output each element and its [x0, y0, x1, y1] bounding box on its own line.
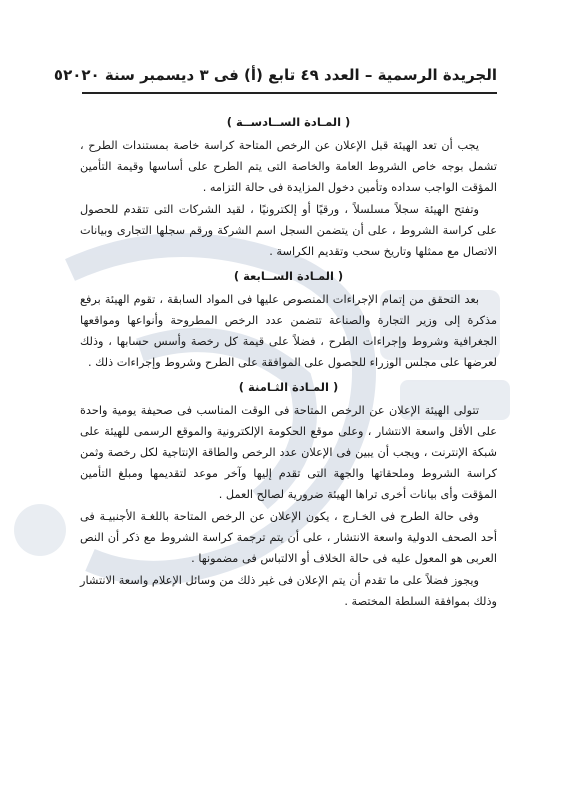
- article-8-paragraph-1: تتولى الهيئة الإعلان عن الرخص المتاحة فى الوقت المناسب فى صحيفة يومية واحدة على الأقل واسعة الانتشار ، وعلى موقع الحكومة الإلكترونية والموقع الرسمى للهيئة على شبكة الإنترنت ، ويجب أن يبين فى الإعلان عدد الرخص والطاقة الإنتاجية لكل رخصة وثمن كراسة الشروط وملحقاتها والجهة التى تقدم إليها وآخر موعد لتقديمها ومبلغ التأمين المؤقت وأى بيانات أخرى تراها الهيئة ضرورية لصالح العمل .: [80, 404, 497, 501]
- article-8-paragraph-2: وفى حالة الطرح فى الخـارج ، يكون الإعلان عن الرخص المتاحة باللغـة الأجنبيـة فى أحد الصحف الدولية واسعة الانتشار ، على أن يتم ترجمة كراسة الشروط مع ذكر أن النص العربى هو المعول عليه فى حالة الخلاف أو الالتباس فى مضمونها .: [80, 510, 497, 565]
- article-6-paragraph-2: وتفتح الهيئة سجلاً مسلسلاً ، ورقيًا أو إلكترونيًا ، لقيد الشركات التى تتقدم للحصول على كراسة الشروط ، على أن يتضمن السجل اسم الشركة ورقم سجلها التجارى وبيانات الاتصال مع ممثلها وتاريخ سحب وتقديم الكراسة .: [80, 203, 497, 258]
- document-body: [80, 108, 497, 613]
- article-6-heading: ( المـادة الســادســة ): [226, 115, 351, 129]
- page-number: ٥: [53, 66, 64, 84]
- header-title: الجريدة الرسمية – العدد ٤٩ تابع (أ) فى ٣ ديسمبر سنة ٢٠٢٠: [63, 66, 497, 84]
- article-7-heading: ( المـادة الســابعة ): [233, 269, 344, 283]
- article-8-heading: ( المـادة الثـامنة ): [238, 380, 339, 394]
- page-header: [53, 66, 497, 84]
- article-7-paragraph-1: بعد التحقق من إتمام الإجراءات المنصوص عليها فى المواد السابقة ، تقوم الهيئة برفع مذكرة إلى وزير التجارة والصناعة تتضمن عدد الرخص المطروحة وأنواعها ومواقعها الجغرافية وشروط وإجراءات الطرح ، فضلاً على قيمة كل رخصة وأسس حسابها ، وذلك لعرضها على مجلس الوزراء للحصول على الموافقة على الطرح وشروط وإجراءات ذلك .: [80, 293, 497, 369]
- article-8-paragraph-3: ويجوز فضلاً على ما تقدم أن يتم الإعلان فى غير ذلك من وسائل الإعلام واسعة الانتشار وذلك بموافقة السلطة المختصة .: [80, 574, 497, 608]
- article-6-paragraph-1: يجب أن تعد الهيئة قبل الإعلان عن الرخص المتاحة كراسة خاصة بمستندات الطرح ، تشمل بوجه خاص الشروط العامة والخاصة التى يتم الطرح على أساسها وقيمة التأمين المؤقت الواجب سداده وتأمين دخول المزايدة فى حالة التزامه .: [80, 139, 497, 194]
- header-divider: [82, 92, 497, 94]
